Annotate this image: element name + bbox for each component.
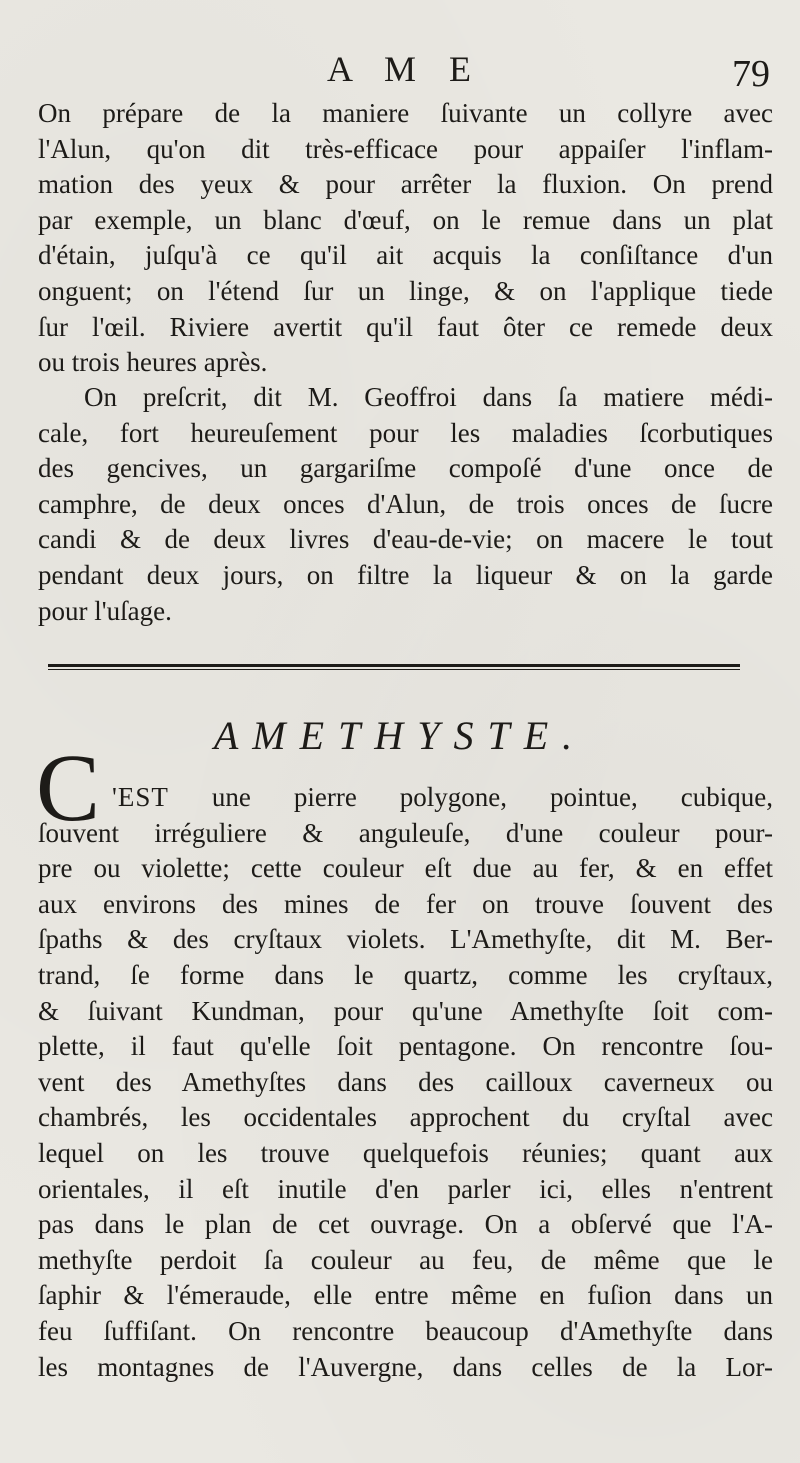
text-line: pas dans le plan de cet ouvrage. On a obſervé que l'A- [38,1209,773,1240]
text-line: orientales, il eſt inutile d'en parler ici, elles n'entrent [38,1173,773,1204]
text-line: onguent; on l'étend ſur un linge, & on l'applique tiede [38,275,773,306]
text-line: vent des Amethyſtes dans des cailloux caverneux ou [38,1066,773,1097]
text-line: plette, il faut qu'elle ſoit pentagone. On rencontre ſou- [38,1031,773,1062]
text-line: On prépare de la maniere ſuivante un collyre avec [38,98,773,128]
text-line: pour l'uſage. [38,595,172,626]
text-line: camphre, de deux onces d'Alun, de trois onces de ſucre [38,488,773,519]
text-line [38,780,773,816]
first-word: 'EST [112,782,169,812]
text-line: d'étain, juſqu'à ce qu'il ait acquis la conſiſtance d'un [38,240,773,271]
text-line: par exemple, un blanc d'œuf, on le remue dans un plat [38,204,773,235]
text-line: l'Alun, qu'on dit très-efficace pour appaiſer l'inflam- [38,133,773,164]
text-line: aux environs des mines de fer on trouve ſouvent des [38,888,773,919]
text-line: ſaphir & l'émeraude, elle entre même en fuſion dans un [38,1280,773,1311]
text-line: ſur l'œil. Riviere avertit qu'il faut ôter ce remede deux [38,311,773,342]
paragraph-amethyste [38,780,773,1385]
text-line: & ſuivant Kundman, pour qu'une Amethyſte ſoit com- [38,995,773,1026]
text-line: pendant deux jours, on filtre la liqueur & on la garde [38,559,773,590]
text-line: les montagnes de l'Auvergne, dans celles de la Lor- [38,1351,773,1382]
text-line: feu ſuffiſant. On rencontre beaucoup d'Amethyſte dans [38,1315,773,1346]
text-line: candi & de deux livres d'eau-de-vie; on macere le tout [38,524,773,555]
line-text: une pierre polygone, pointue, cubique, [211,782,773,812]
text-line: ou trois heures après. [38,347,268,378]
text-line: pre ou violette; cette couleur eſt due au fer, & en effet [38,853,773,884]
running-head [0,46,800,95]
section-title: AMETHYSTE. [213,713,587,758]
text-line: ſpaths & des cryſtaux violets. L'Amethyſte, dit M. Ber- [38,924,773,955]
text-line: methyſte perdoit ſa couleur au feu, de même que le [38,1244,773,1275]
paragraph-collyre [38,96,773,381]
text-line: lequel on les trouve quelquefois réunies; quant aux [38,1137,773,1168]
running-head-title: A M E [326,49,483,89]
text-line: ſouvent irréguliere & anguleuſe, d'une couleur pour- [38,817,773,848]
paragraph-gargarisme [38,380,773,629]
text-line: des gencives, un gargariſme compoſé d'une once de [38,453,773,484]
page-number: 79 [732,53,770,95]
text-line: chambrés, les occidentales approchent du cryſtal avec [38,1102,773,1133]
text-line: cale, fort heureuſement pour les maladies ſcorbutiques [38,417,773,448]
text-line: mation des yeux & pour arrêter la fluxion. On prend [38,169,773,200]
drop-cap: C [36,734,101,841]
text-line: trand, ſe forme dans le quartz, comme les cryſtaux, [38,959,773,990]
text-line: On preſcrit, dit M. Geoffroi dans ſa matiere médi- [84,382,773,412]
section-divider-rule [48,664,740,670]
